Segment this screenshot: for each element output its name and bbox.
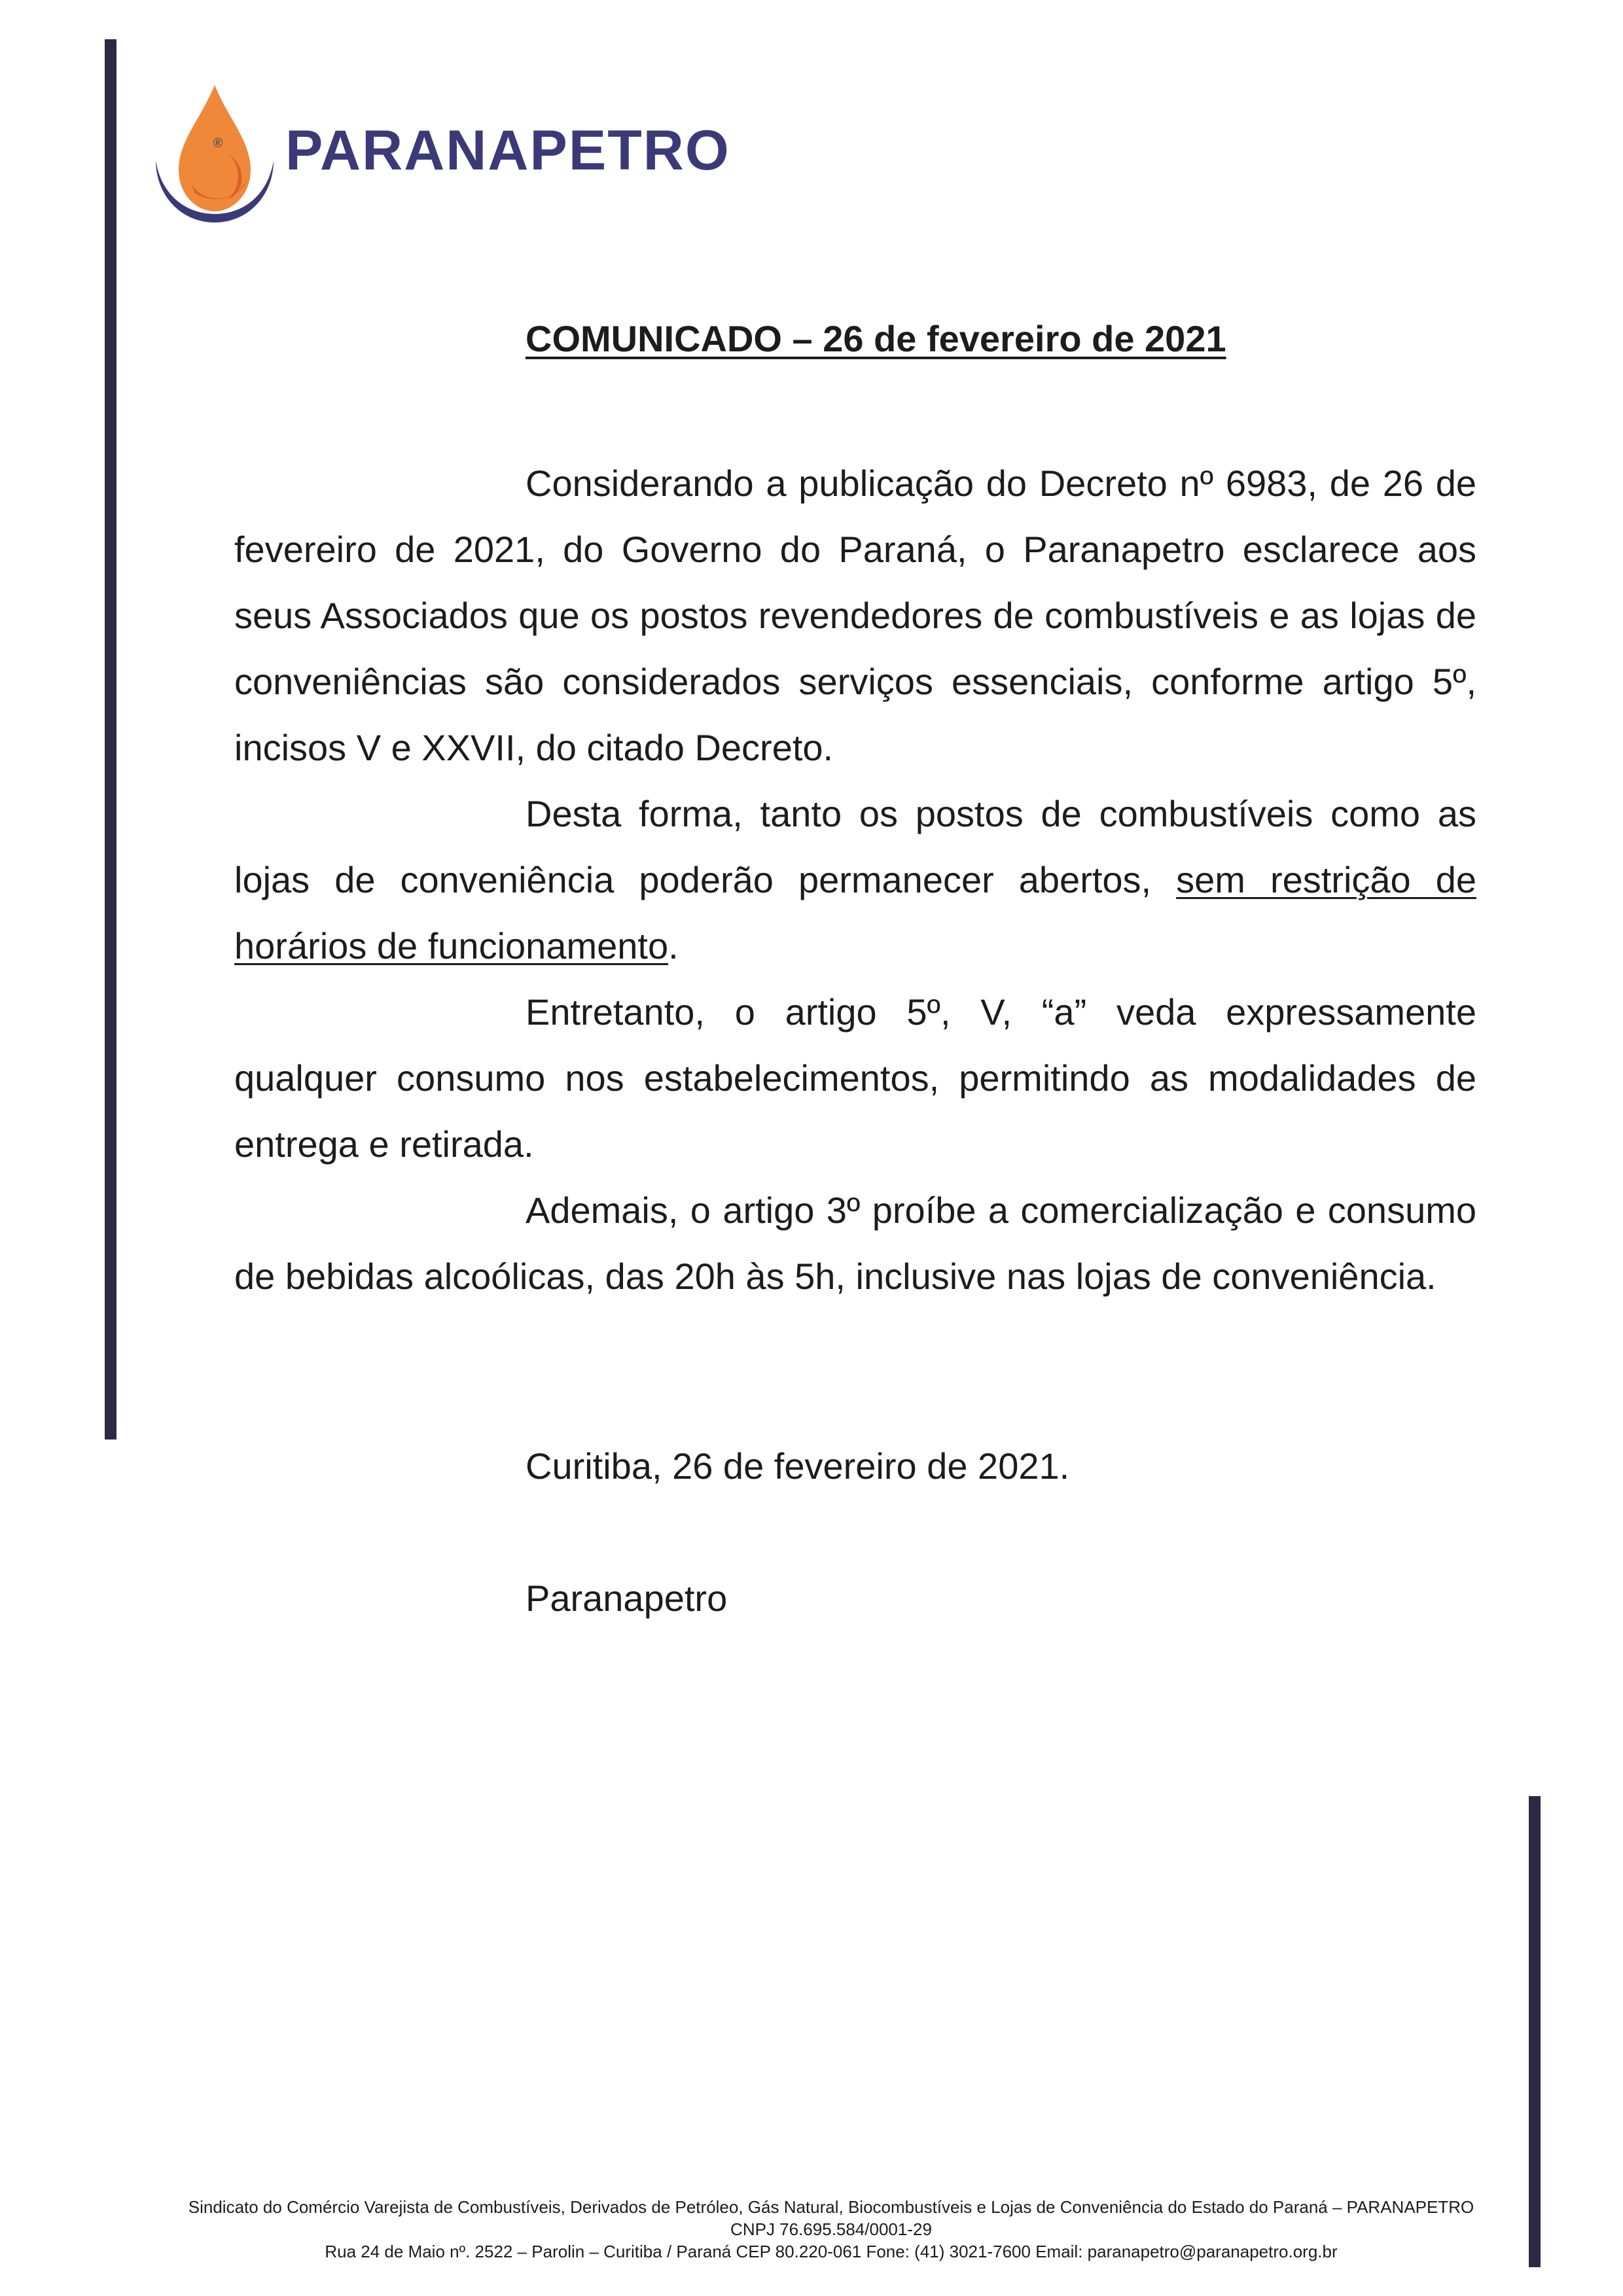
paragraph-2-underlined: sem restrição de horários de funcionamento <box>234 859 1476 966</box>
paragraph-2-end: . <box>668 925 679 966</box>
signature: Paranapetro <box>526 1578 728 1619</box>
brand-wordmark <box>213 119 741 182</box>
brand-name: PARANAPETRO <box>285 119 730 182</box>
registered-mark: ® <box>213 136 224 150</box>
document-title: COMUNICADO – 26 de fevereiro de 2021 <box>526 318 1226 359</box>
paragraph-2-text: Desta forma, tanto os postos de combustíveis como as lojas de conveniência poderão permanecer abertos, <box>234 793 1476 900</box>
footer-cnpj: CNPJ 76.695.584/0001-29 <box>730 2219 932 2239</box>
paragraph-3: Entretanto, o artigo 5º, V, “a” veda expressamente qualquer consumo nos estabelecimentos, permitindo as modalidades de entrega e retirada. <box>234 991 1476 1165</box>
footer-address: Rua 24 de Maio nº. 2522 – Parolin – Curitiba / Paraná CEP 80.220-061 Fone: (41) 3021-7600 Email: paranapetro@paranapetro.org.br <box>325 2242 1338 2261</box>
paragraph-4: Ademais, o artigo 3º proíbe a comercialização e consumo de bebidas alcoólicas, das 20h às 5h, inclusive nas lojas de conveniência. <box>234 1190 1476 1297</box>
paragraph-1: Considerando a publicação do Decreto nº 6983, de 26 de fevereiro de 2021, do Governo do Paraná, o Paranapetro esclarece aos seus Associados que os postos revendedores de combustíveis e as lojas de conveniências são considerados serviços essenciais, conforme artigo 5º, incisos V e XXVII, do citado Decreto. <box>234 463 1476 768</box>
document-body <box>234 450 1476 1309</box>
place-date: Curitiba, 26 de fevereiro de 2021. <box>526 1445 1070 1487</box>
paragraph-2 <box>234 781 1476 979</box>
left-accent-bar <box>105 39 116 1439</box>
drop-icon <box>149 82 280 226</box>
paranapetro-logo <box>149 82 751 226</box>
footer-organization: Sindicato do Comércio Varejista de Combustíveis, Derivados de Petróleo, Gás Natural, Biocombustíveis e Lojas de Conveniência do Estado do Paraná – PARANAPETRO <box>188 2197 1474 2217</box>
footer <box>118 2196 1544 2263</box>
